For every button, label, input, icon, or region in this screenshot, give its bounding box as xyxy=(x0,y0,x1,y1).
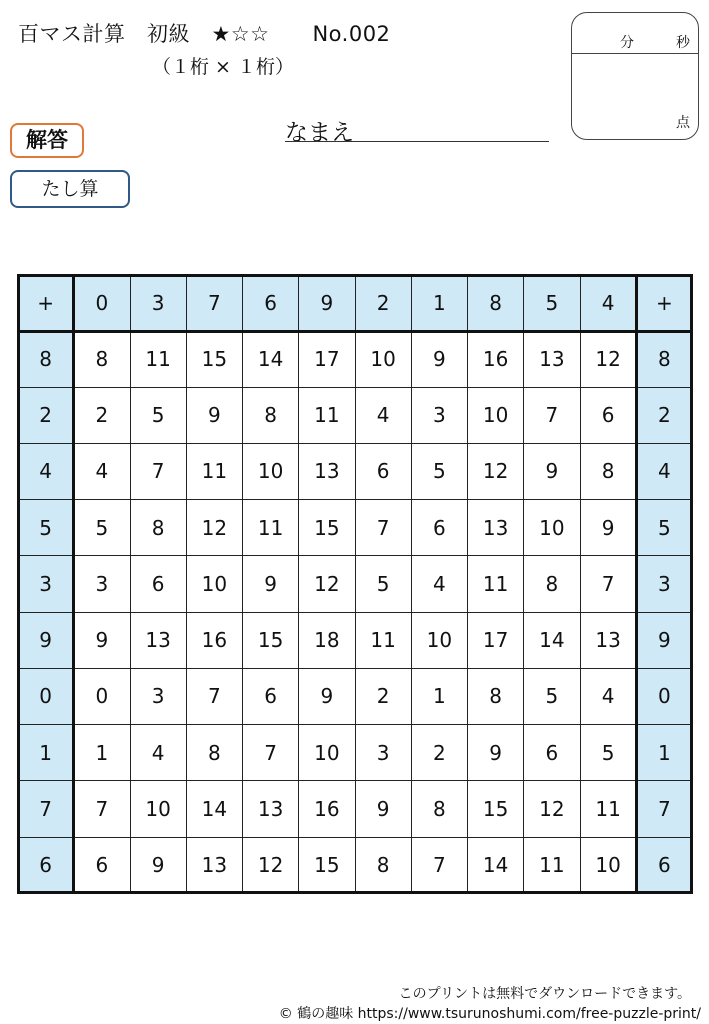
sum-cell: 12 xyxy=(524,781,580,837)
row-header-cell: 7 xyxy=(636,781,692,837)
operation-badge: たし算 xyxy=(10,170,130,208)
sum-cell: 9 xyxy=(299,668,355,724)
sum-cell: 12 xyxy=(468,443,524,499)
sum-cell: 5 xyxy=(524,668,580,724)
sum-cell: 10 xyxy=(130,781,186,837)
top-header-cell: 2 xyxy=(355,275,411,331)
sum-cell: 8 xyxy=(243,387,299,443)
sum-cell: 10 xyxy=(299,725,355,781)
sum-cell: 16 xyxy=(299,781,355,837)
sum-cell: 0 xyxy=(74,668,130,724)
worksheet-subtitle: （１桁 × １桁） xyxy=(152,56,294,78)
sum-cell: 13 xyxy=(580,612,636,668)
sum-cell: 7 xyxy=(74,781,130,837)
sum-cell: 15 xyxy=(299,500,355,556)
row-header-cell: 5 xyxy=(18,500,74,556)
sum-cell: 6 xyxy=(243,668,299,724)
top-header-cell: 3 xyxy=(130,275,186,331)
sum-cell: 9 xyxy=(580,500,636,556)
row-header-cell: 6 xyxy=(636,837,692,893)
row-header-cell: 2 xyxy=(636,387,692,443)
sum-cell: 12 xyxy=(186,500,242,556)
minutes-label: 分 xyxy=(620,35,634,51)
sum-cell: 11 xyxy=(243,500,299,556)
header-row xyxy=(18,275,693,331)
sum-cell: 7 xyxy=(524,387,580,443)
sum-cell: 8 xyxy=(580,443,636,499)
sum-cell: 10 xyxy=(411,612,467,668)
table-row xyxy=(18,387,693,443)
sum-cell: 10 xyxy=(524,500,580,556)
row-header-cell: 4 xyxy=(18,443,74,499)
sum-cell: 16 xyxy=(468,331,524,387)
sum-cell: 15 xyxy=(299,837,355,893)
sum-cell: 4 xyxy=(355,387,411,443)
sum-cell: 16 xyxy=(186,612,242,668)
table-row xyxy=(18,331,693,387)
sum-cell: 7 xyxy=(186,668,242,724)
top-header-cell: 6 xyxy=(243,275,299,331)
sum-cell: 10 xyxy=(468,387,524,443)
sum-cell: 6 xyxy=(74,837,130,893)
sum-cell: 15 xyxy=(186,331,242,387)
sum-cell: 11 xyxy=(299,387,355,443)
operator-corner: + xyxy=(636,275,692,331)
sum-cell: 8 xyxy=(186,725,242,781)
sum-cell: 11 xyxy=(580,781,636,837)
sum-cell: 7 xyxy=(130,443,186,499)
sum-cell: 14 xyxy=(468,837,524,893)
sum-cell: 7 xyxy=(411,837,467,893)
top-header-cell: 1 xyxy=(411,275,467,331)
sum-cell: 15 xyxy=(468,781,524,837)
time-score-box xyxy=(571,12,699,140)
top-header-cell: 5 xyxy=(524,275,580,331)
row-header-cell: 9 xyxy=(18,612,74,668)
sum-cell: 2 xyxy=(355,668,411,724)
sum-cell: 9 xyxy=(524,443,580,499)
sum-cell: 8 xyxy=(130,500,186,556)
sum-cell: 6 xyxy=(130,556,186,612)
sum-cell: 7 xyxy=(580,556,636,612)
addition-table xyxy=(17,274,693,894)
sum-cell: 11 xyxy=(524,837,580,893)
sum-cell: 9 xyxy=(243,556,299,612)
sum-cell: 17 xyxy=(468,612,524,668)
worksheet-title: 百マス計算 初級 ★☆☆ No.002 xyxy=(18,22,391,46)
row-header-cell: 1 xyxy=(636,725,692,781)
sum-cell: 4 xyxy=(74,443,130,499)
row-header-cell: 4 xyxy=(636,443,692,499)
sum-cell: 8 xyxy=(74,331,130,387)
sum-cell: 14 xyxy=(243,331,299,387)
sum-cell: 6 xyxy=(580,387,636,443)
top-header-cell: 0 xyxy=(74,275,130,331)
sum-cell: 5 xyxy=(355,556,411,612)
sum-cell: 4 xyxy=(580,668,636,724)
sum-cell: 2 xyxy=(411,725,467,781)
top-header-cell: 9 xyxy=(299,275,355,331)
sum-cell: 13 xyxy=(299,443,355,499)
row-header-cell: 7 xyxy=(18,781,74,837)
operator-corner: + xyxy=(18,275,74,331)
sum-cell: 7 xyxy=(355,500,411,556)
sum-cell: 18 xyxy=(299,612,355,668)
sum-cell: 8 xyxy=(411,781,467,837)
row-header-cell: 3 xyxy=(636,556,692,612)
hundred-square-grid xyxy=(17,274,693,894)
sum-cell: 4 xyxy=(130,725,186,781)
name-label: なまえ xyxy=(285,120,354,146)
top-header-cell: 7 xyxy=(186,275,242,331)
row-header-cell: 2 xyxy=(18,387,74,443)
sum-cell: 8 xyxy=(524,556,580,612)
sum-cell: 12 xyxy=(243,837,299,893)
sum-cell: 13 xyxy=(243,781,299,837)
row-header-cell: 6 xyxy=(18,837,74,893)
sum-cell: 10 xyxy=(186,556,242,612)
row-header-cell: 8 xyxy=(18,331,74,387)
row-header-cell: 0 xyxy=(18,668,74,724)
sum-cell: 6 xyxy=(411,500,467,556)
sum-cell: 9 xyxy=(186,387,242,443)
name-field-line[interactable] xyxy=(285,141,549,142)
table-row xyxy=(18,612,693,668)
table-row xyxy=(18,443,693,499)
row-header-cell: 3 xyxy=(18,556,74,612)
sum-cell: 2 xyxy=(74,387,130,443)
sum-cell: 6 xyxy=(524,725,580,781)
row-header-cell: 0 xyxy=(636,668,692,724)
sum-cell: 9 xyxy=(468,725,524,781)
sum-cell: 5 xyxy=(411,443,467,499)
table-row xyxy=(18,725,693,781)
sum-cell: 13 xyxy=(130,612,186,668)
top-header-cell: 4 xyxy=(580,275,636,331)
table-row xyxy=(18,668,693,724)
sum-cell: 3 xyxy=(130,668,186,724)
sum-cell: 3 xyxy=(411,387,467,443)
sum-cell: 8 xyxy=(355,837,411,893)
row-header-cell: 9 xyxy=(636,612,692,668)
sum-cell: 5 xyxy=(580,725,636,781)
sum-cell: 11 xyxy=(186,443,242,499)
sum-cell: 4 xyxy=(411,556,467,612)
table-row xyxy=(18,837,693,893)
sum-cell: 3 xyxy=(74,556,130,612)
sum-cell: 9 xyxy=(74,612,130,668)
sum-cell: 10 xyxy=(580,837,636,893)
sum-cell: 1 xyxy=(74,725,130,781)
sum-cell: 5 xyxy=(130,387,186,443)
sum-cell: 11 xyxy=(355,612,411,668)
time-box-divider xyxy=(572,53,698,54)
sum-cell: 11 xyxy=(468,556,524,612)
sum-cell: 3 xyxy=(355,725,411,781)
seconds-label: 秒 xyxy=(676,35,690,51)
sum-cell: 8 xyxy=(468,668,524,724)
table-row xyxy=(18,781,693,837)
sum-cell: 14 xyxy=(524,612,580,668)
table-row xyxy=(18,556,693,612)
row-header-cell: 1 xyxy=(18,725,74,781)
top-header-cell: 8 xyxy=(468,275,524,331)
footer-note: このプリントは無料でダウンロードできます。 xyxy=(398,986,691,1002)
sum-cell: 11 xyxy=(130,331,186,387)
sum-cell: 13 xyxy=(468,500,524,556)
sum-cell: 1 xyxy=(411,668,467,724)
sum-cell: 14 xyxy=(186,781,242,837)
sum-cell: 15 xyxy=(243,612,299,668)
sum-cell: 7 xyxy=(243,725,299,781)
sum-cell: 10 xyxy=(243,443,299,499)
answer-badge: 解答 xyxy=(10,123,84,158)
sum-cell: 10 xyxy=(355,331,411,387)
sum-cell: 5 xyxy=(74,500,130,556)
sum-cell: 17 xyxy=(299,331,355,387)
sum-cell: 9 xyxy=(130,837,186,893)
footer-copyright: © 鶴の趣味 https://www.tsurunoshumi.com/free-puzzle-print/ xyxy=(278,1006,701,1022)
sum-cell: 13 xyxy=(524,331,580,387)
sum-cell: 9 xyxy=(355,781,411,837)
points-label: 点 xyxy=(676,115,690,131)
sum-cell: 13 xyxy=(186,837,242,893)
sum-cell: 6 xyxy=(355,443,411,499)
table-row xyxy=(18,500,693,556)
sum-cell: 12 xyxy=(299,556,355,612)
row-header-cell: 5 xyxy=(636,500,692,556)
sum-cell: 12 xyxy=(580,331,636,387)
sum-cell: 9 xyxy=(411,331,467,387)
row-header-cell: 8 xyxy=(636,331,692,387)
